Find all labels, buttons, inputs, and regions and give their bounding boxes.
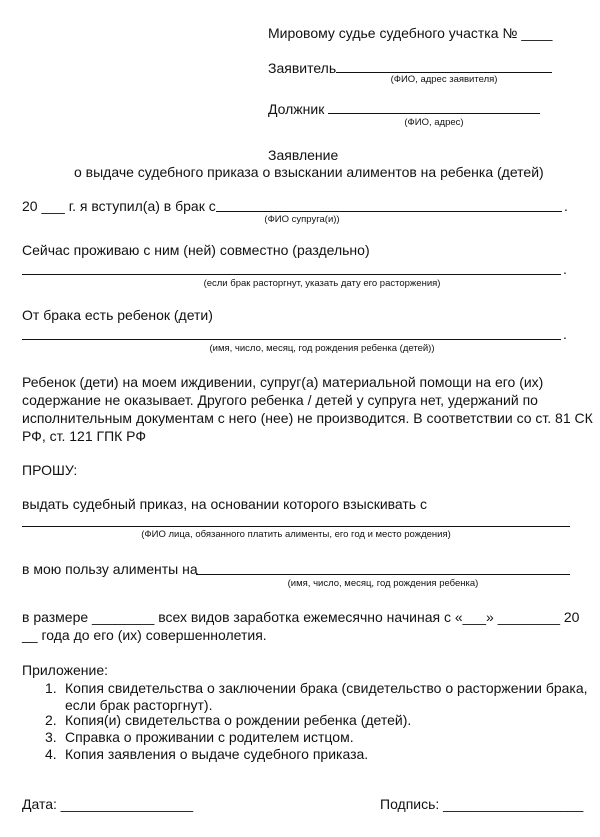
children-field-line[interactable] (22, 339, 561, 340)
body-line-1: Ребенок (дети) на моем иждивении, супруг(а) материальной помощи на его (их) (22, 374, 544, 390)
court-addressee: Мировому судье судебного участка № ____ (268, 25, 553, 41)
favor-hint: (имя, число, месяц, год рождения ребенка) (287, 578, 479, 589)
request-text: выдать судебный приказ, на основании которого взыскивать с (22, 496, 427, 512)
attachment-number: 1. (45, 680, 57, 696)
attachment-text: Копия(и) свидетельства о рождении ребенка (детей). (65, 712, 412, 728)
attachment-text: Справка о проживании с родителем истцом. (65, 729, 354, 745)
payer-hint: (ФИО лица, обязанного платить алименты, его год и место рождения) (141, 529, 451, 540)
document-title: Заявление (268, 147, 339, 163)
amount-line-2: __ года до его (их) совершеннолетия. (22, 627, 267, 643)
attachments-heading: Приложение: (22, 662, 109, 678)
attachment-text: Копия свидетельства о заключении брака (свидетельство о расторжении брака, (65, 680, 588, 696)
children-hint: (имя, число, месяц, год рождения ребенка (детей)) (209, 343, 435, 354)
attachment-text: Копия заявления о выдаче судебного приказа. (65, 746, 369, 762)
favor-field-line[interactable] (196, 574, 570, 575)
body-line-3: исполнительным документам с него (нее) не производится. В соответствии со ст. 81 СК (22, 410, 593, 426)
marriage-text: 20 ___ г. я вступил(а) в брак с (22, 198, 216, 214)
debtor-label: Должник (268, 101, 325, 117)
spouse-field-line[interactable] (216, 211, 562, 212)
marriage-end: . (564, 198, 568, 214)
applicant-hint: (ФИО, адрес заявителя) (390, 74, 498, 85)
attachment-item-3 (45, 729, 585, 746)
residence-end: . (563, 261, 567, 277)
date-field[interactable]: Дата: _________________ (22, 796, 194, 812)
residence-hint: (если брак расторгнут, указать дату его расторжения) (203, 278, 441, 289)
attachment-item-4 (45, 746, 585, 763)
body-line-4: РФ, ст. 121 ГПК РФ (22, 428, 147, 444)
request-heading: ПРОШУ: (22, 462, 78, 478)
children-text: От брака есть ребенок (дети) (22, 307, 213, 323)
attachment-text-cont: если брак расторгнут). (65, 697, 213, 713)
debtor-field-line[interactable] (328, 113, 540, 114)
residence-text: Сейчас проживаю с ним (ней) совместно (раздельно) (22, 242, 370, 258)
favor-label: в мою пользу алименты на (22, 561, 198, 577)
applicant-field-line[interactable] (336, 72, 552, 73)
signature-field[interactable]: Подпись: __________________ (380, 796, 584, 812)
amount-line-1: в размере ________ всех видов заработка ежемесячно начиная с «___» ________ 20 (22, 609, 580, 625)
children-end: . (563, 326, 567, 342)
payer-field-line[interactable] (22, 526, 570, 527)
attachment-number: 4. (45, 746, 57, 762)
attachment-number: 2. (45, 712, 57, 728)
body-line-2: содержание не оказывает. Другого ребенка / детей у супруга нет, удержаний по (22, 392, 538, 408)
attachment-item-2 (45, 712, 585, 729)
residence-field-line[interactable] (22, 274, 561, 275)
attachment-number: 3. (45, 729, 57, 745)
document-subtitle: о выдаче судебного приказа о взыскании алиментов на ребенка (детей) (74, 164, 544, 180)
spouse-hint: (ФИО супруга(и)) (264, 214, 340, 225)
applicant-label: Заявитель (268, 60, 337, 76)
debtor-hint: (ФИО, адрес) (404, 117, 464, 128)
attachment-item-1 (45, 680, 588, 714)
